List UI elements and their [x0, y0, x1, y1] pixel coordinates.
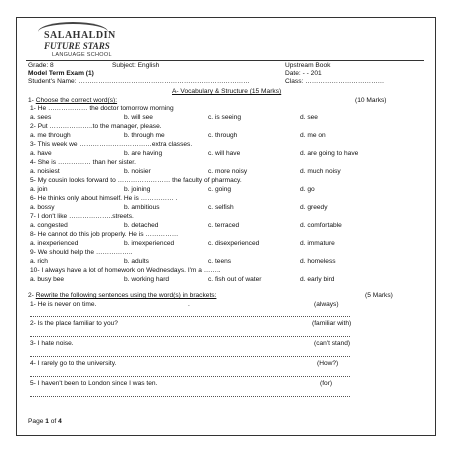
- section-a-title: A- Vocabulary & Structure (15 Marks): [172, 88, 282, 95]
- mcq-option: d. much noisy: [300, 168, 341, 175]
- mcq-option: b. through me: [124, 132, 165, 139]
- answer-line-1[interactable]: [30, 316, 350, 317]
- mcq-option: c. through: [208, 132, 238, 139]
- mcq-stem-5: 5- My cousin looks forward to …………………… the faculty of pharmacy.: [30, 177, 242, 184]
- mcq-stem-9: 9- We should help the ……………..: [30, 249, 133, 256]
- rewrite-word-3: (can't stand): [314, 340, 351, 347]
- mcq-option: a. sees: [30, 114, 52, 121]
- q2-marks: (5 Marks): [365, 292, 393, 299]
- mcq-option: b. imexperienced: [124, 240, 175, 247]
- mcq-option: d. homeless: [300, 258, 336, 265]
- mcq-stem-10: 10- I always have a lot of homework on Wednesdays. I'm a ……..: [30, 267, 221, 274]
- mcq-option: a. me through: [30, 132, 71, 139]
- mcq-stem-8: 8- He cannot do this job properly. He is ……………: [30, 231, 179, 238]
- mcq-option: d. are going to have: [300, 150, 359, 157]
- mcq-option: b. working hard: [124, 276, 170, 283]
- class-label: Class: ………………………………: [285, 78, 385, 85]
- rewrite-word-4: (How?): [317, 360, 339, 367]
- answer-line-2[interactable]: [30, 336, 350, 337]
- subject-label: Subject: English: [112, 62, 160, 69]
- page-number: 1: [45, 418, 49, 425]
- mcq-option: a. inexperienced: [30, 240, 79, 247]
- mcq-option: a. bossy: [30, 204, 55, 211]
- logo-line2: FUTURE STARS: [44, 41, 110, 51]
- mcq-option: d. see: [300, 114, 318, 121]
- page-footer: [28, 418, 62, 426]
- page-total: 4: [58, 418, 62, 425]
- mcq-option: c. will have: [208, 150, 241, 157]
- mcq-stem-2: 2- Put ………………..to the manager, please.: [30, 123, 162, 130]
- mcq-option: c. fish out of water: [208, 276, 262, 283]
- mcq-option: a. join: [30, 186, 48, 193]
- school-logo: [34, 22, 134, 58]
- mcq-option: b. adults: [124, 258, 149, 265]
- mcq-option: c. going: [208, 186, 232, 193]
- student-name-label: Student's Name: ……………………………………………………………………: [28, 78, 250, 85]
- mcq-stem-7: 7- I don't like ………………..streets.: [30, 213, 134, 220]
- header-rule: [26, 60, 424, 61]
- mcq-option: c. selfish: [208, 204, 234, 211]
- grade-label: Grade: 8: [28, 62, 54, 69]
- mcq-stem-4: 4- She is …………… than her sister.: [30, 159, 136, 166]
- page-label: Page: [28, 418, 44, 425]
- mcq-option: c. is seeing: [208, 114, 241, 121]
- mcq-option: a. busy bee: [30, 276, 65, 283]
- exam-title: Model Term Exam (1): [28, 70, 94, 77]
- mcq-option: c. more noisy: [208, 168, 248, 175]
- q2-title: Rewrite the following sentences using the word(s) in brackets:: [35, 292, 217, 299]
- mcq-option: b. are having: [124, 150, 163, 157]
- mcq-option: d. me on: [300, 132, 326, 139]
- mcq-option: a. rich: [30, 258, 48, 265]
- mcq-option: d. comfortable: [300, 222, 342, 229]
- logo-line1: SALAHALDIN: [44, 30, 116, 41]
- rewrite-sentence-2: 2- Is the place familiar to you?: [30, 320, 118, 327]
- rewrite-sentence-5: 5- I haven't been to London since I was ten.: [30, 380, 158, 387]
- mcq-option: b. will see: [124, 114, 153, 121]
- mcq-option: a. congested: [30, 222, 68, 229]
- rewrite-sentence-3: 3- I hate noise.: [30, 340, 74, 347]
- book-label: Upstream Book: [285, 62, 331, 69]
- rewrite-word-1: (always): [314, 301, 339, 308]
- q1-heading: [28, 97, 117, 105]
- date-label: Date: - - 201: [285, 70, 322, 77]
- mcq-option: a. noisiest: [30, 168, 60, 175]
- q2-number: 2-: [28, 292, 34, 299]
- rewrite-sentence-1: 1- He is never on time.: [30, 301, 97, 308]
- answer-line-3[interactable]: [30, 356, 350, 357]
- mcq-option: a. have: [30, 150, 52, 157]
- q1-marks: (10 Marks): [355, 97, 387, 104]
- mcq-option: b. ambitious: [124, 204, 160, 211]
- q1-number: 1-: [28, 97, 34, 104]
- q2-heading: [28, 292, 216, 300]
- mcq-option: d. greedy: [300, 204, 328, 211]
- logo-line3: LANGUAGE SCHOOL: [52, 52, 112, 58]
- answer-line-4[interactable]: [30, 376, 350, 377]
- mcq-option: d. early bird: [300, 276, 335, 283]
- mcq-option: c. disexperienced: [208, 240, 260, 247]
- rewrite-extra-1: .: [188, 301, 190, 308]
- mcq-option: b. joining: [124, 186, 151, 193]
- answer-line-5[interactable]: [30, 396, 350, 397]
- page-of: of: [50, 418, 57, 425]
- mcq-option: d. immature: [300, 240, 335, 247]
- rewrite-word-5: (for): [320, 380, 333, 387]
- mcq-stem-6: 6- He thinks only about himself. He is …………… .: [30, 195, 178, 202]
- rewrite-word-2: (familiar with): [312, 320, 352, 327]
- rewrite-sentence-4: 4- I rarely go to the university.: [30, 360, 117, 367]
- mcq-option: c. teens: [208, 258, 232, 265]
- mcq-option: d. go: [300, 186, 315, 193]
- mcq-stem-1: 1- He ……………… the doctor tomorrow morning: [30, 105, 174, 112]
- mcq-option: b. detached: [124, 222, 159, 229]
- mcq-stem-3: 3- This week we ……………………………extra classes.: [30, 141, 193, 148]
- mcq-option: b. noisier: [124, 168, 151, 175]
- q1-title: Choose the correct word(s):: [35, 97, 118, 104]
- mcq-option: c. terraced: [208, 222, 240, 229]
